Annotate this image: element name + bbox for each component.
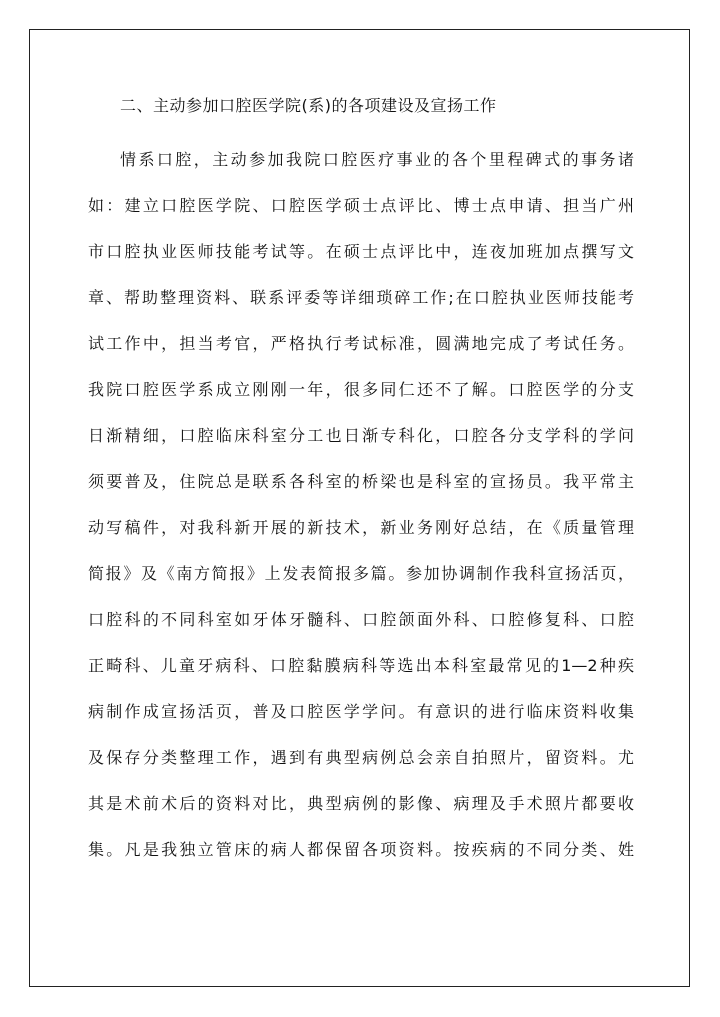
paragraph-line: 情系口腔，主动参加我院口腔医疗事业的各个里程碑式的事务诸 (120, 150, 634, 169)
paragraph-line: 章、帮助整理资料、联系评委等详细琐碎工作;在口腔执业医师技能考 (88, 288, 634, 307)
paragraph-line: 须要普及，住院总是联系各科室的桥梁也是科室的宣扬员。我平常主 (88, 472, 634, 491)
paragraph-line: 病制作成宣扬活页，普及口腔医学学问。有意识的进行临床资料收集 (88, 702, 634, 721)
paragraph-line: 我院口腔医学系成立刚刚一年，很多同仁还不了解。口腔医学的分支 (88, 380, 634, 399)
paragraph-line: 如：建立口腔医学院、口腔医学硕士点评比、博士点申请、担当广州 (88, 196, 634, 215)
paragraph-line: 正畸科、儿童牙病科、口腔黏膜病科等选出本科室最常见的1—2种疾 (88, 656, 634, 675)
paragraph-line: 口腔科的不同科室如牙体牙髓科、口腔颌面外科、口腔修复科、口腔 (88, 610, 634, 629)
paragraph-line: 及保存分类整理工作，遇到有典型病例总会亲自拍照片，留资料。尤 (88, 748, 634, 767)
section-heading: 二、主动参加口腔医学院(系)的各项建设及宣扬工作 (120, 96, 497, 115)
paragraph-line: 集。凡是我独立管床的病人都保留各项资料。按疾病的不同分类、姓 (88, 840, 634, 859)
paragraph-line: 试工作中，担当考官，严格执行考试标准，圆满地完成了考试任务。 (88, 334, 634, 353)
paragraph-line: 其是术前术后的资料对比，典型病例的影像、病理及手术照片都要收 (88, 794, 634, 813)
paragraph-line: 市口腔执业医师技能考试等。在硕士点评比中，连夜加班加点撰写文 (88, 242, 634, 261)
paragraph-line: 日渐精细，口腔临床科室分工也日渐专科化，口腔各分支学科的学问 (88, 426, 634, 445)
paragraph-line: 简报》及《南方简报》上发表简报多篇。参加协调制作我科宣扬活页， (88, 564, 634, 583)
paragraph-line: 动写稿件，对我科新开展的新技术，新业务刚好总结，在《质量管理 (88, 518, 634, 537)
